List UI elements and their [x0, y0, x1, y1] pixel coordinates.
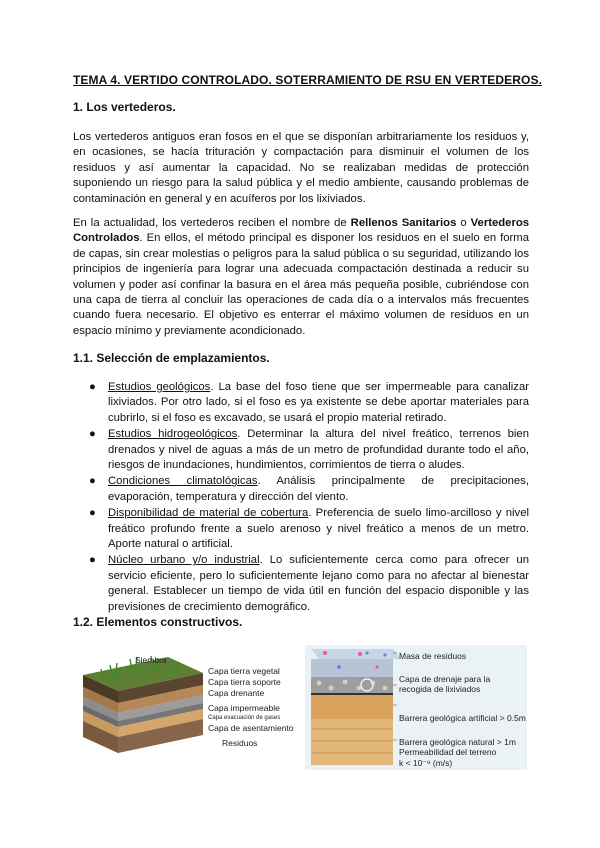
- list-item: [73, 427, 529, 473]
- label-layer: Capa impermeable: [208, 703, 280, 713]
- label-layer: Capa de asentamiento: [208, 723, 294, 733]
- list-item: [73, 506, 529, 552]
- label-barrier: recogida de lixiviados: [399, 684, 481, 694]
- bullet-icon: ●: [89, 475, 96, 488]
- label-barrier: k < 10⁻⁹ (m/s): [399, 758, 453, 768]
- label-layer: Residuos: [222, 738, 258, 748]
- list-item-term: Disponibilidad de material de cobertura: [108, 507, 309, 520]
- list-item: [73, 553, 529, 615]
- list-item-text: . Determinar la altura del nivel freático, terrenos bien drenados y nivel de aguas a más de un metro de profundidad durante todo el año, riesgos de inundaciones, hundimientos, corrimientos de tierra o aludes.: [108, 428, 529, 472]
- list-item-term: Estudios hidrogeológicos: [108, 428, 238, 441]
- bold-rellenos-sanitarios: Rellenos Sanitarios: [350, 217, 457, 229]
- list-item-term: Núcleo urbano y/o industrial: [108, 554, 260, 567]
- bullet-icon: ●: [89, 554, 96, 567]
- bullet-icon: ●: [89, 381, 96, 393]
- label-layer: Capa evacuación de gases: [208, 715, 281, 721]
- para2-text-1: En la actualidad, los vertederos reciben el nombre de: [73, 217, 351, 229]
- label-siembra: Siembra: [135, 655, 167, 665]
- list-item-text: . La base del foso tiene que ser impermeable para canalizar lixiviados. Por otro lado, si el foso es ya existente se debe aportar materiales para cubrirlo, si el foso es excavado, se usará el propio material retirado.: [108, 381, 529, 424]
- label-barrier: Permeabilidad del terreno: [399, 747, 497, 757]
- label-layer: Capa tierra vegetal: [208, 666, 280, 676]
- list-item: [73, 380, 529, 426]
- section-heading-elementos: 1.2. Elementos constructivos.: [73, 615, 243, 629]
- paragraph-rellenos: [73, 216, 529, 339]
- label-layer: Capa tierra soporte: [208, 677, 281, 687]
- section-heading-vertederos: 1. Los vertederos.: [73, 100, 176, 114]
- label-barrier: Barrera geológica artificial > 0.5m: [399, 713, 526, 723]
- landfill-cover-layers-figure: [73, 645, 308, 770]
- list-item-text: . Análisis principalmente de precipitaciones, evaporación, temperatura y dirección del viento.: [108, 475, 529, 503]
- list-item-text: . Lo suficientemente cerca como para ofrecer un servicio eficiente, pero lo suficientemente lejano como para no afectar al bienestar general. Establecer un tiempo de vida útil en función del espacio disponible y las previsiones de crecimiento demográfico.: [108, 554, 529, 613]
- list-item-term: Condiciones climatológicas: [108, 475, 258, 488]
- label-barrier: Barrera geológica natural > 1m: [399, 737, 516, 747]
- landfill-barrier-figure: [305, 645, 527, 770]
- paragraph-intro: Los vertederos antiguos eran fosos en el que se disponían arbitrariamente los residuos y, en ocasiones, se hacía trituración y compactación para disminuir el volumen de los residuos y así aumentar la capacidad. No se realizaban medidas de protección suponiendo un riesgo para la salud pública y el medio ambiente, causando problemas de contaminación en general y en acuíferos por los lixiviados.: [73, 131, 529, 205]
- section-heading-emplazamientos: 1.1. Selección de emplazamientos.: [73, 351, 270, 365]
- label-layer: Capa drenante: [208, 688, 265, 698]
- list-item: [73, 474, 529, 505]
- label-barrier: Capa de drenaje para la: [399, 674, 491, 684]
- para2-text-2: o: [456, 217, 471, 229]
- label-barrier: Masa de residuos: [399, 651, 467, 661]
- bullet-icon: ●: [89, 507, 96, 520]
- para2-text-3: . En ellos, el método principal es disponer los residuos en el suelo en forma de capas, sin crear molestias o peligros para la salud pública o su seguridad, utilizando los principios de ingeniería para lograr una adecuada compactación destinada a reducir su volumen y poder así confinar la basura en el área más pequeña posible, cubriéndose con una capa de tierra al concluir las operaciones de cada día o a intervalos más frecuentes cuando fuera necesario. El objetivo es enterrar el máximo volumen de residuos en un espacio mínimo y previamente acondicionado.: [73, 232, 529, 337]
- bold-vertederos-controlados: Vertederos Controlados: [73, 217, 530, 245]
- list-item-text: . Preferencia de suelo limo-arcilloso y nivel freático profundo frente a suelo arenoso y nivel freático a menos de un metro. Aporte natural o artificial.: [108, 507, 529, 551]
- criteria-list: [73, 380, 529, 616]
- page-title: TEMA 4. VERTIDO CONTROLADO. SOTERRAMIENTO DE RSU EN VERTEDEROS.: [73, 73, 543, 87]
- list-item-term: Estudios geológicos: [108, 381, 211, 393]
- bullet-icon: ●: [89, 428, 96, 441]
